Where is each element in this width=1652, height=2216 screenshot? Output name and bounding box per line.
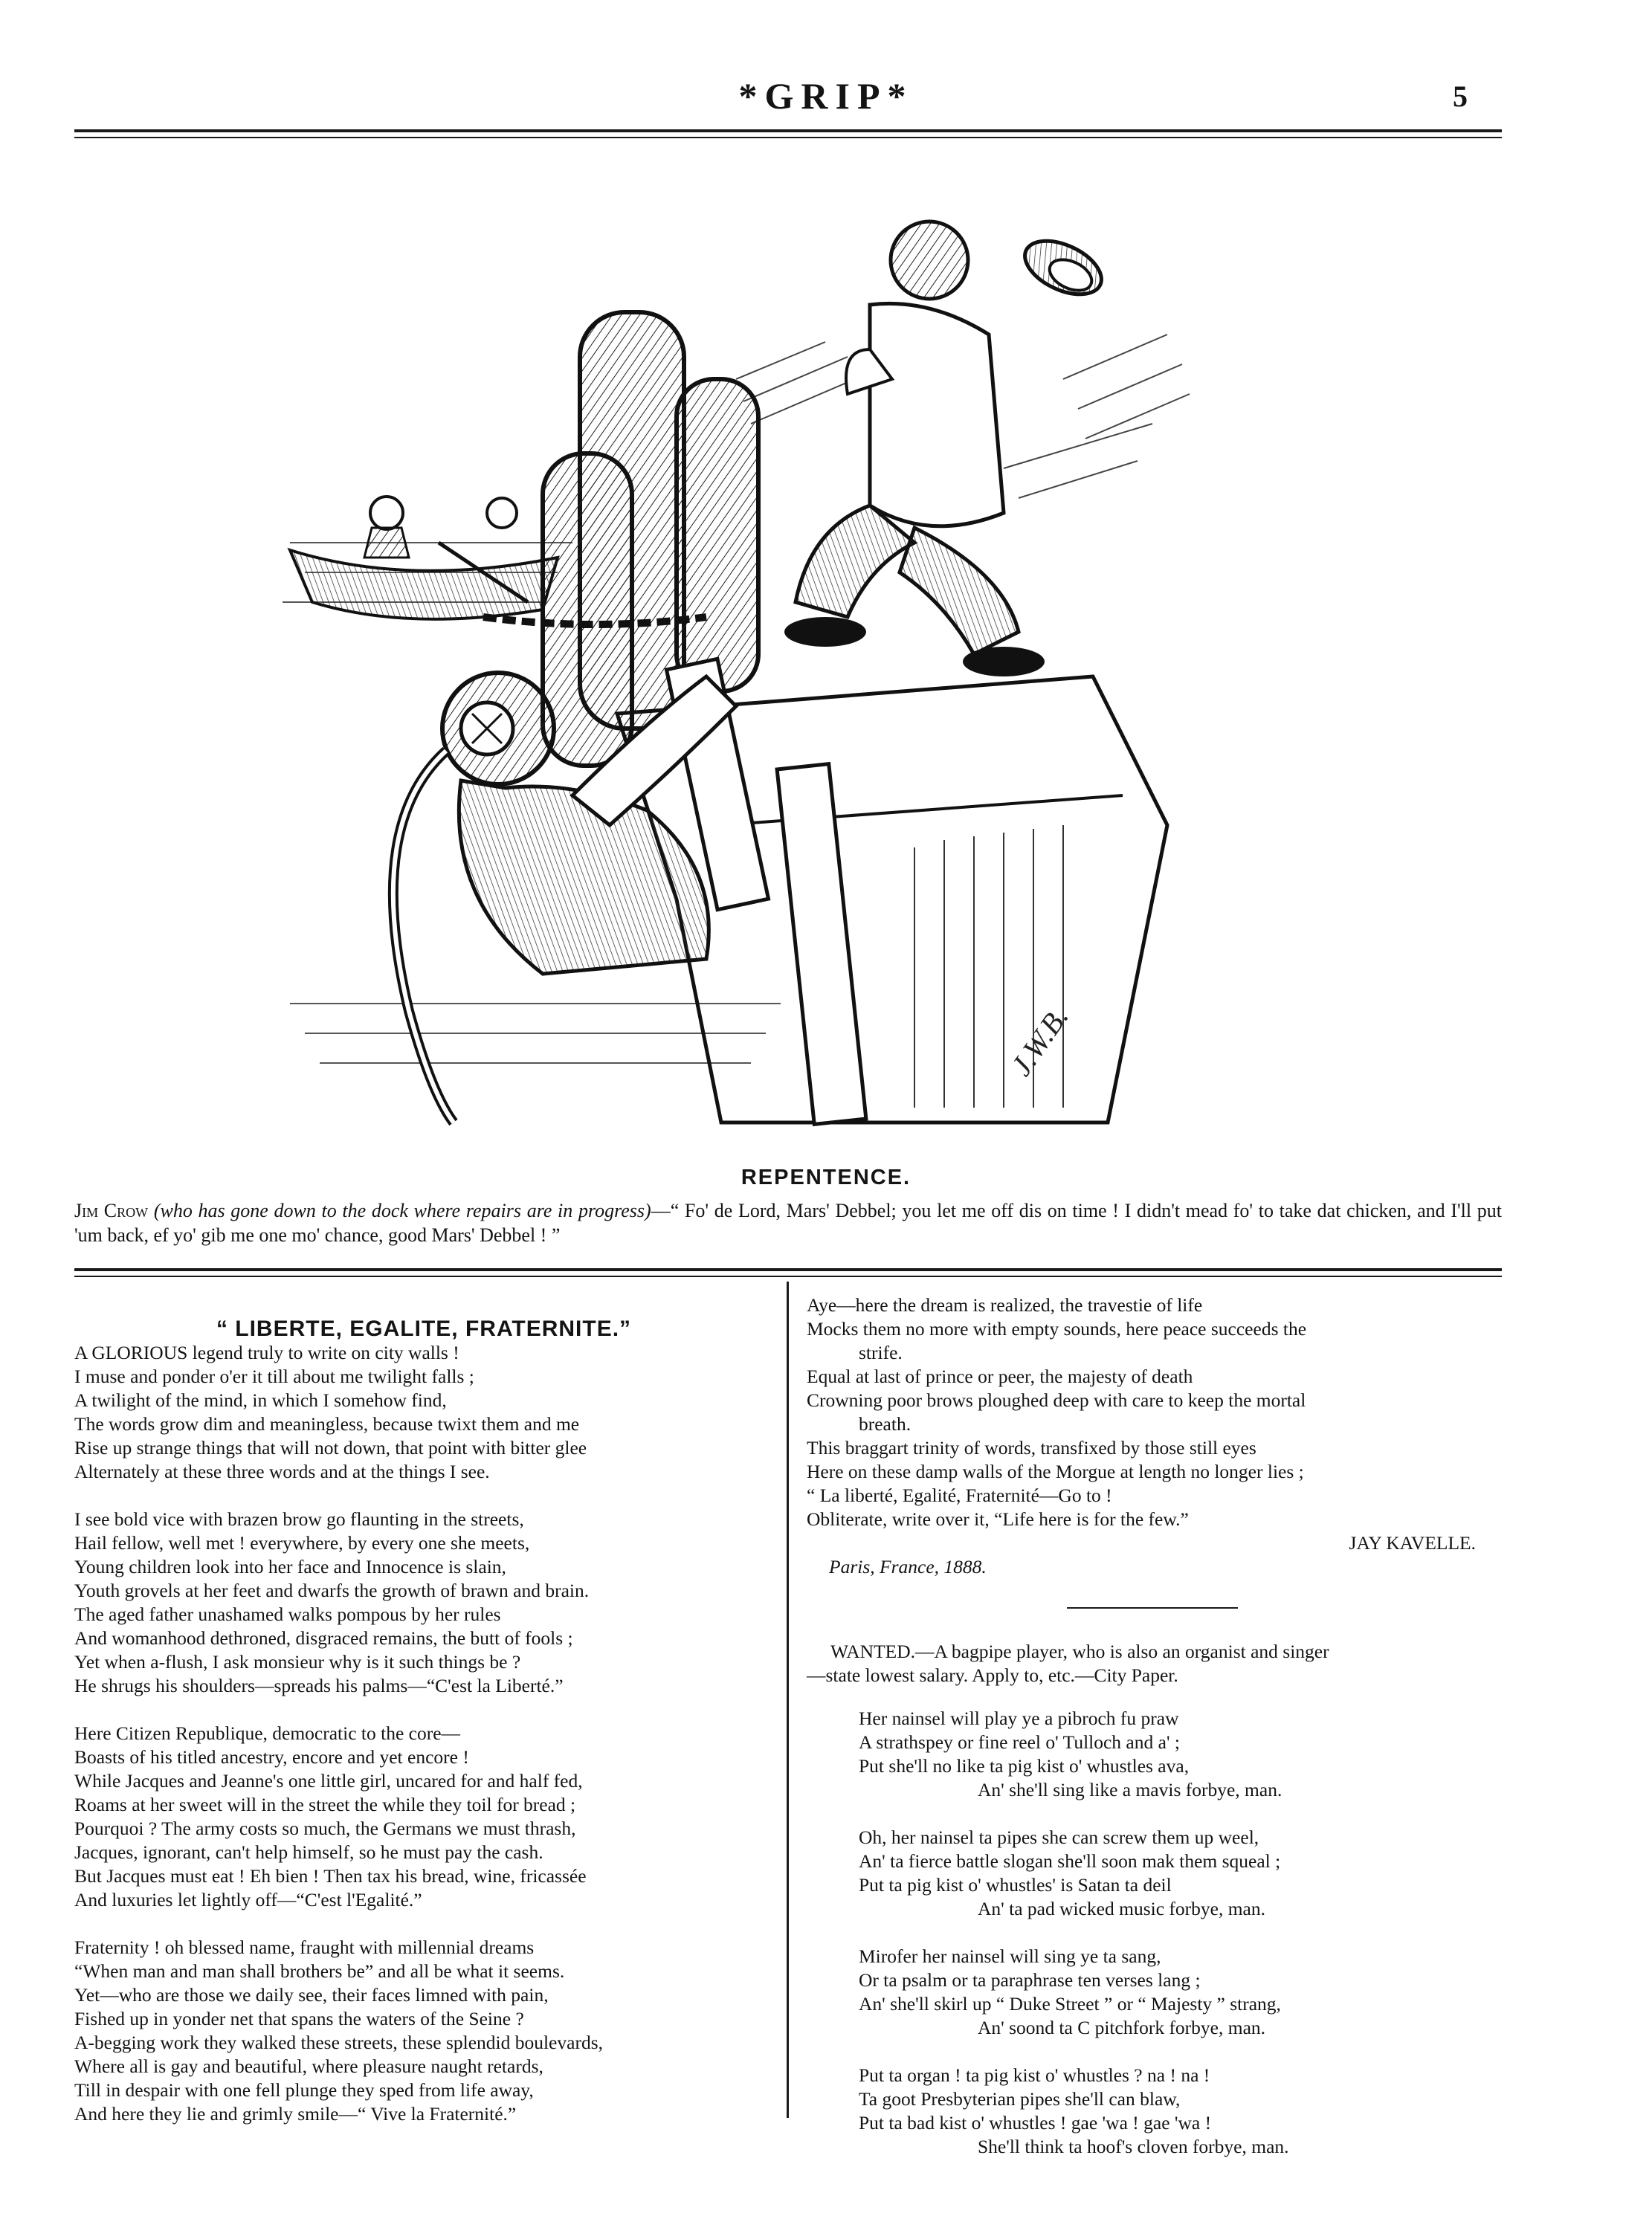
poem-line: Till in despair with one fell plunge they sped from life away, bbox=[74, 2079, 534, 2101]
caption-speaker: Jim Crow bbox=[74, 1200, 149, 1221]
poem-line: A twilight of the mind, in which I somehow find, bbox=[74, 1389, 447, 1411]
verse-line: Ta goot Presbyterian pipes she'll can blaw, bbox=[859, 2088, 1181, 2110]
verse-line: An' ta pad wicked music forbye, man. bbox=[978, 1898, 1265, 1919]
poem-line: Yet—who are those we daily see, their faces limned with pain, bbox=[74, 1984, 549, 2006]
poem-line: Hail fellow, well met ! everywhere, by every one she meets, bbox=[74, 1532, 530, 1554]
bagpipe-ad bbox=[807, 1640, 1498, 2159]
poem-line: But Jacques must eat ! Eh bien ! Then tax his bread, wine, fricassée bbox=[74, 1865, 587, 1887]
section-rule-bottom bbox=[74, 1276, 1502, 1277]
rowboat bbox=[290, 497, 558, 619]
poem-line: Boasts of his titled ancestry, encore and yet encore ! bbox=[74, 1746, 469, 1768]
verse-line: Put ta bad kist o' whustles ! gae 'wa ! gae 'wa ! bbox=[859, 2112, 1212, 2133]
verse-line: An' she'll sing like a mavis forbye, man. bbox=[978, 1779, 1282, 1800]
poem-line: Where all is gay and beautiful, where pleasure naught retards, bbox=[74, 2055, 543, 2077]
poem-stanza-5 bbox=[807, 1293, 1498, 1531]
poem-stanza-2 bbox=[74, 1508, 773, 1698]
poem-line: Fished up in yonder net that spans the waters of the Seine ? bbox=[74, 2008, 524, 2029]
poem-line: A-begging work they walked these streets, these splendid boulevards, bbox=[74, 2032, 603, 2053]
poem-line: Young children look into her face and Innocence is slain, bbox=[74, 1556, 506, 1577]
verse-line: Her nainsel will play ye a pibroch fu praw bbox=[859, 1708, 1179, 1729]
repentence-illustration bbox=[260, 156, 1242, 1137]
jim-crow-figure bbox=[784, 222, 1045, 676]
column-divider bbox=[787, 1282, 789, 2118]
verse-line: Or ta psalm or ta paraphrase ten verses lang ; bbox=[859, 1969, 1201, 1991]
poem-line: The words grow dim and meaningless, because twixt them and me bbox=[74, 1413, 580, 1435]
poem-line: Rise up strange things that will not down, that point with bitter glee bbox=[74, 1437, 587, 1459]
poem-stanza-4 bbox=[74, 1936, 773, 2126]
poem-line: Youth grovels at her feet and dwarfs the growth of brawn and brain. bbox=[74, 1580, 590, 1601]
verse-line: A strathspey or fine reel o' Tulloch and a' ; bbox=[859, 1731, 1180, 1753]
poem-line: breath. bbox=[859, 1413, 911, 1435]
poem-line: Obliterate, write over it, “Life here is for the few.” bbox=[807, 1508, 1189, 1530]
poem-line: Here on these damp walls of the Morgue at length no longer lies ; bbox=[807, 1461, 1304, 1482]
verse-line: Put ta organ ! ta pig kist o' whustles ? na ! na ! bbox=[859, 2064, 1210, 2086]
short-rule bbox=[1067, 1607, 1238, 1609]
poem-line: Here Citizen Republique, democratic to the core— bbox=[74, 1722, 461, 1744]
poem-line: Jacques, ignorant, can't help himself, so he must pay the cash. bbox=[74, 1841, 543, 1863]
poem-title: “ LIBERTE, EGALITE, FRATERNITE.” bbox=[216, 1317, 632, 1341]
poem-line: He shrugs his shoulders—spreads his palms—“C'est la Liberté.” bbox=[74, 1675, 564, 1696]
caption-stage-direction: (who has gone down to the dock where repairs are in progress) bbox=[153, 1200, 651, 1221]
poem-line: And womanhood dethroned, disgraced remains, the butt of fools ; bbox=[74, 1627, 573, 1649]
cartoon-title: REPENTENCE. bbox=[741, 1166, 911, 1189]
verse-line: Oh, her nainsel ta pipes she can screw them up weel, bbox=[859, 1826, 1259, 1848]
poem-line: Yet when a-flush, I ask monsieur why is it such things be ? bbox=[74, 1651, 521, 1673]
verse-line: An' ta fierce battle slogan she'll soon mak them squeal ; bbox=[859, 1850, 1281, 1872]
poem-line: Mocks them no more with empty sounds, here peace succeeds the bbox=[807, 1318, 1307, 1340]
poem-line: Equal at last of prince or peer, the majesty of death bbox=[807, 1366, 1193, 1387]
ad-lead: WANTED.—A bagpipe player, who is also an organist and singer bbox=[830, 1641, 1329, 1662]
cartoon-caption bbox=[74, 1198, 1502, 1247]
masthead: *GRIP* bbox=[738, 75, 914, 117]
verse-line: An' she'll skirl up “ Duke Street ” or “ Majesty ” strang, bbox=[859, 1993, 1281, 2015]
poem-line: Alternately at these three words and at the things I see. bbox=[74, 1461, 490, 1482]
poem-author: JAY KAVELLE. bbox=[1349, 1532, 1476, 1554]
poem-line: Pourquoi ? The army costs so much, the Germans we must thrash, bbox=[74, 1818, 576, 1839]
ad-verse-1 bbox=[807, 1707, 1498, 1802]
poem-line: I see bold vice with brazen brow go flaunting in the streets, bbox=[74, 1508, 524, 1530]
section-rule-top bbox=[74, 1268, 1502, 1271]
ad-verse-2 bbox=[807, 1826, 1498, 1921]
poem-line: And luxuries let lightly off—“C'est l'Egalité.” bbox=[74, 1889, 422, 1910]
caption-quote: —“ Fo' de Lord, Mars' Debbel; you let me off dis on time ! I didn't mead fo' to take dat chicken, and I'll put 'um back, ef yo' gib me one mo' chance, good Mars' Debbel ! ” bbox=[74, 1200, 1503, 1246]
ad-verse-3 bbox=[807, 1945, 1498, 2040]
verse-line: Mirofer her nainsel will sing ye ta sang, bbox=[859, 1945, 1161, 1967]
poem-place: Paris, France, 1888. bbox=[829, 1556, 987, 1577]
poem-line: “ La liberté, Egalité, Fraternité—Go to ! bbox=[807, 1485, 1112, 1506]
header-rule-top bbox=[74, 129, 1502, 132]
poem-line: The aged father unashamed walks pompous by her rules bbox=[74, 1603, 501, 1625]
verse-line: Put she'll no like ta pig kist o' whustles ava, bbox=[859, 1755, 1190, 1777]
poem-stanza-1 bbox=[74, 1341, 773, 1484]
poem-line: “When man and man shall brothers be” and all be what it seems. bbox=[74, 1960, 565, 1982]
poem-line: strife. bbox=[859, 1342, 903, 1363]
right-column bbox=[807, 1293, 1498, 2159]
verse-line: Put ta pig kist o' whustles' is Satan ta deil bbox=[859, 1874, 1172, 1896]
ad-verse-4 bbox=[807, 2064, 1498, 2159]
poem-line: I muse and ponder o'er it till about me twilight falls ; bbox=[74, 1366, 474, 1387]
poem-line: And here they lie and grimly smile—“ Vive la Fraternité.” bbox=[74, 2103, 517, 2125]
flying-hat bbox=[1016, 230, 1109, 306]
poem-line: Fraternity ! oh blessed name, fraught with millennial dreams bbox=[74, 1936, 535, 1958]
poem-line: This braggart trinity of words, transfixed by those still eyes bbox=[807, 1437, 1256, 1459]
poem-line: Roams at her sweet will in the street the while they toil for bread ; bbox=[74, 1794, 576, 1815]
page-number: 5 bbox=[1453, 80, 1468, 113]
poem-line: Aye—here the dream is realized, the travestie of life bbox=[807, 1294, 1203, 1316]
poem-line: A GLORIOUS legend truly to write on city walls ! bbox=[74, 1342, 459, 1363]
header-rule-bottom bbox=[74, 137, 1502, 138]
artist-signature: J.W.B. bbox=[1004, 1000, 1075, 1082]
verse-line: An' soond ta C pitchfork forbye, man. bbox=[978, 2017, 1266, 2038]
verse-line: She'll think ta hoof's cloven forbye, man. bbox=[978, 2136, 1289, 2157]
poem-line: While Jacques and Jeanne's one little girl, uncared for and half fed, bbox=[74, 1770, 583, 1792]
poem-stanza-3 bbox=[74, 1722, 773, 1912]
poem-left-column bbox=[74, 1317, 773, 2150]
poem-line: Crowning poor brows ploughed deep with care to keep the mortal bbox=[807, 1389, 1306, 1411]
ad-lead-2: —state lowest salary. Apply to, etc.—City Paper. bbox=[807, 1664, 1178, 1686]
